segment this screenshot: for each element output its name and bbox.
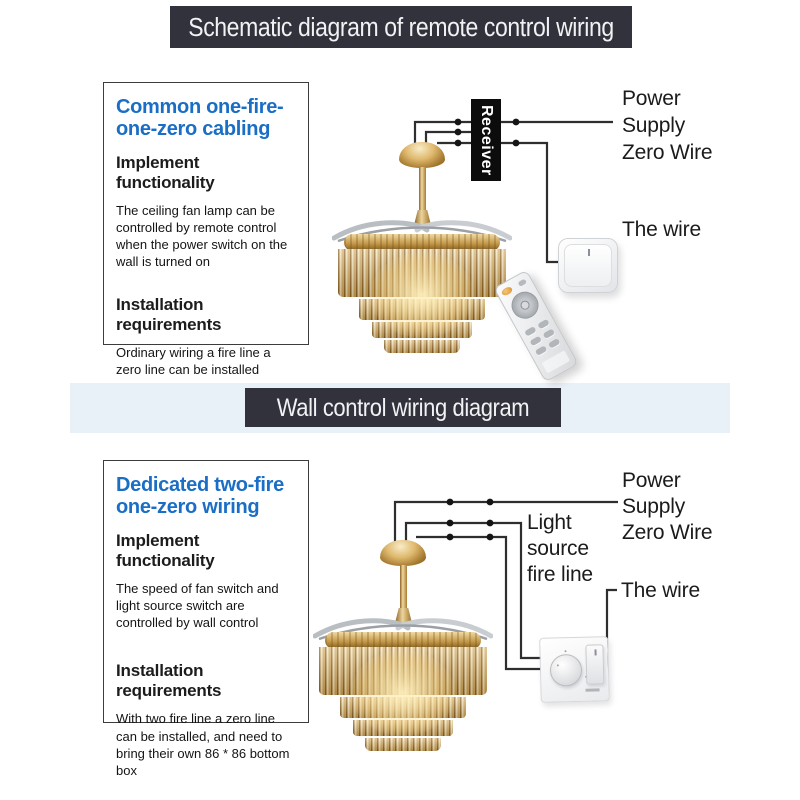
connection-dot xyxy=(455,119,462,126)
section1-functionality-text: The ceiling fan lamp can be controlled by remote control when the power switch on the wall is turned on xyxy=(116,203,288,270)
section1-title-line2: one-zero cabling xyxy=(116,118,271,140)
fan-canopy xyxy=(380,540,426,566)
remote-button xyxy=(548,338,561,349)
connection-dot xyxy=(487,499,494,506)
power-label-line1: Power xyxy=(622,469,681,492)
ceiling-fan-chandelier-image-2 xyxy=(313,538,493,753)
light-source-fire-line-label xyxy=(527,510,593,588)
remote-power-button-icon xyxy=(500,285,513,296)
connection-dot xyxy=(447,520,454,527)
connection-dot xyxy=(513,140,520,147)
section2-heading-functionality: Implement functionality xyxy=(116,531,215,570)
section1-installation-text: Ordinary wiring a fire line a zero line can be installed xyxy=(116,344,271,377)
connection-dot xyxy=(487,520,494,527)
section1-title-line1: Common one-fire- xyxy=(116,96,284,118)
wall-switch-image xyxy=(558,238,618,293)
dimmer-indicator-mark xyxy=(594,649,596,655)
fan-downrod xyxy=(400,565,407,611)
section1-heading-functionality: Implement functionality xyxy=(116,153,215,192)
remote-button xyxy=(537,319,550,330)
remote-small-button xyxy=(518,279,527,287)
section2-functionality-text: The speed of fan switch and light source switch are controlled by wall control xyxy=(116,581,279,631)
light-source-label-line3: fire line xyxy=(527,563,593,586)
power-label-line2: Supply xyxy=(622,495,686,518)
connection-dot xyxy=(447,499,454,506)
section1-heading-installation: Installation requirements xyxy=(116,294,222,334)
the-wire-label-top: The wire xyxy=(622,218,701,241)
wall-dimmer-control-image xyxy=(539,636,610,703)
remote-button xyxy=(524,326,537,337)
connection-dot xyxy=(455,129,462,136)
remote-button xyxy=(535,345,548,356)
remote-dpad xyxy=(507,287,544,324)
section2-title-line2: one-zero wiring xyxy=(116,496,260,518)
dimmer-brand-mark xyxy=(586,688,600,691)
dimmer-knob xyxy=(550,654,583,687)
lamp-glow xyxy=(370,252,474,338)
switch-rocker xyxy=(564,244,612,287)
the-wire-label-bottom: The wire xyxy=(621,579,700,602)
crystal-tier xyxy=(384,340,460,353)
remote-label-area xyxy=(542,350,571,373)
section1-banner-text: Schematic diagram of remote control wiring xyxy=(188,11,614,41)
power-label-line3: Zero Wire xyxy=(622,141,713,164)
power-supply-zero-wire-label-top xyxy=(622,85,712,166)
remote-button xyxy=(543,328,556,339)
dimmer-rocker-switch xyxy=(585,644,604,684)
power-label-line2: Supply xyxy=(622,114,686,137)
section2-heading-installation: Installation requirements xyxy=(116,661,222,701)
section2-title-line1: Dedicated two-fire xyxy=(116,474,284,496)
crystal-tier xyxy=(365,738,441,751)
remote-button xyxy=(529,336,542,347)
light-source-label-line1: Light xyxy=(527,511,572,534)
fan-downrod xyxy=(419,167,426,213)
power-supply-zero-wire-label-bottom xyxy=(622,468,712,546)
dimmer-tick-marks xyxy=(564,650,566,652)
light-source-label-line2: source xyxy=(527,537,589,560)
switch-indicator-mark xyxy=(588,249,590,256)
lamp-glow xyxy=(351,650,455,736)
power-label-line1: Power xyxy=(622,87,681,110)
section2-installation-text: With two fire line a zero line can be installed, and need to bring their own 86 * 86 bottom box xyxy=(116,711,290,778)
power-label-line3: Zero Wire xyxy=(622,521,713,544)
fan-canopy xyxy=(399,142,445,168)
section2-banner-text: Wall control wiring diagram xyxy=(276,392,530,421)
receiver-tag: Receiver xyxy=(471,99,501,181)
connection-dot xyxy=(513,119,520,126)
